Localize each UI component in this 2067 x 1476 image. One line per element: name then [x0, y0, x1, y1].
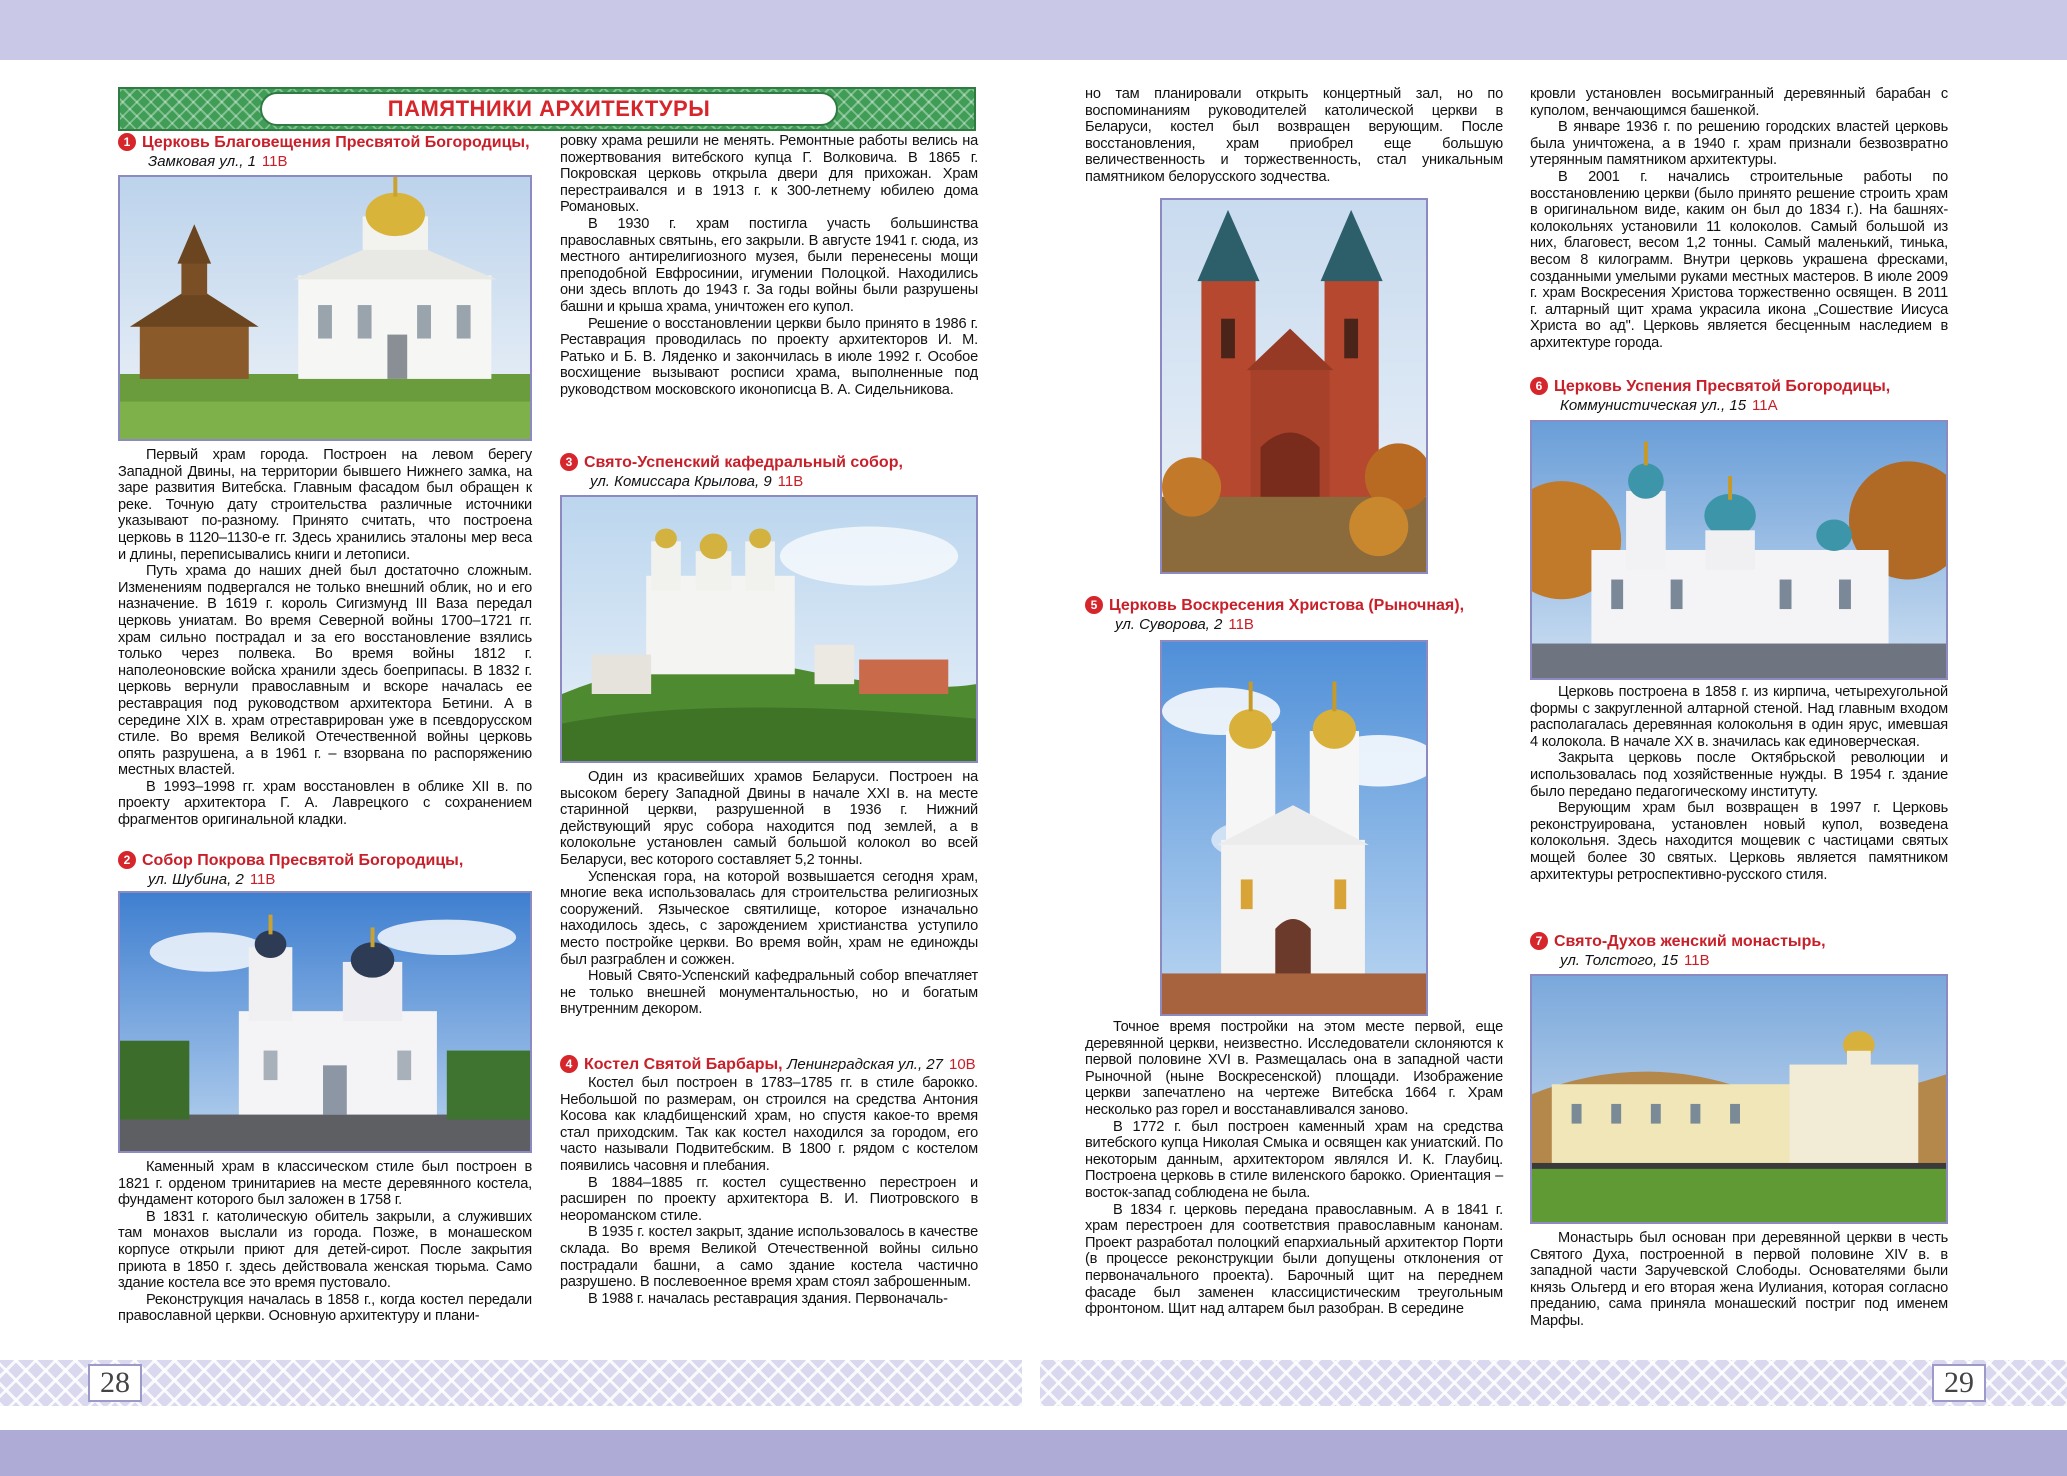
entry-title: Костел Святой Барбары, [584, 1056, 783, 1073]
bottom-ornament-left [0, 1360, 1022, 1406]
top-decor-band [0, 0, 2067, 60]
paragraph: В январе 1936 г. по решению городских властей церковь была уничтожена, а в 1940 г. храм признали безвозвратно утерянным памятником архитектуры. [1530, 119, 1948, 169]
entry-grid-ref: 11В [1684, 952, 1710, 969]
paragraph: Точное время постройки на этом месте первой, еще деревянной церкви, неизвестно. Исследователи склоняются к первой половине XVI в. Размещалась она в западной части Рыночной (ныне Воскресенской) площади. Изображение церкви запечатлено на чертеже Витебска 1664 г. Храм несколько раз горел и восстанавливался заново. [1085, 1019, 1503, 1118]
column-2-text-c [560, 1075, 978, 1307]
paragraph: В 1988 г. началась реставрация здания. Первоначаль- [588, 1290, 948, 1307]
bottom-decor-band [0, 1430, 2067, 1476]
paragraph: В 1935 г. костел закрыт, здание использовалось в качестве склада. Во время Великой Отечественной войны сильно пострадали башни, а само здание костела частично разрушено. В послевоенное время храм стоял заброшенным. [560, 1224, 978, 1291]
entry-4-heading [560, 1055, 976, 1074]
column-2-text-b [560, 769, 978, 1018]
entry-address: ул. Шубина, 2 [148, 871, 244, 888]
entry-grid-ref: 11В [1228, 616, 1254, 633]
entry-title: Церковь Успения Пресвятой Богородицы, [1554, 378, 1891, 395]
entry-address: Коммунистическая ул., 15 [1560, 397, 1747, 414]
entry-title: Собор Покрова Пресвятой Богородицы, [142, 852, 464, 869]
column-1-text-b [118, 1159, 532, 1325]
entry-title: Церковь Благовещения Пресвятой Богородицы, [142, 134, 530, 151]
entry-title: Свято-Духов женский монастырь, [1554, 933, 1826, 950]
entry-address: ул. Комиссара Крылова, 9 [590, 473, 772, 490]
paragraph: Первый храм города. Построен на левом берегу Западной Двины, на территории бывшего Нижнего замка, на заре развития Витебска. Главным фасадом был обращен к реке. Точную дату строительства различные источники указывают по-разному. Принято считать, что построена церковь в 1120–1130-е гг. Здесь хранились эталоны мер веса и длины, переписывались книги и летописи. [118, 447, 532, 563]
column-3-text-a [1085, 86, 1503, 186]
paragraph: В 2001 г. начались строительные работы по восстановлению церкви (было принято решение строить храм в оригинальном виде, каким он был до 1834 г.). На башнях-колокольнях установили 11 колоколов. Самый большой из них, благовест, весом 1,2 тонны. Самый маленький, тинька, весом 8 килограмм. Внутри церковь украшена фресками, созданными умелыми руками местных мастеров. В июле 2009 г. храм Воскресения Христова торжественно освящен. В 2011 г. алтарный щит храма украсила икона „Сошествие Иисуса Христа во ад". Церковь является бесценным наследием в архитектуре города. [1530, 168, 1948, 351]
entry-2-heading [118, 851, 463, 889]
column-3-text-b [1085, 1019, 1503, 1318]
paragraph: Решение о восстановлении церкви было принято в 1986 г. Реставрация проводилась по проекту архитекторов И. М. Ратько и Б. В. Ляденко и закончилась в июле 1992 г. Особое восхищение вызывают росписи храма, выполненные под руководством московского иконописца В. А. Сидельникова. [560, 315, 978, 398]
paragraph: В 1884–1885 гг. костел существенно перестроен и расширен по проекту архитектора В. И. Пиотровского в неороманском стиле. [560, 1174, 978, 1224]
paragraph: В 1772 г. был построен каменный храм на средства витебского купца Николая Смыка и освящен как униатский. По некоторым данным, архитектором являлся И. К. Глаубиц. Построена церковь в стиле виленского барокко. Ориентация – восток-запад соблюдена не была. [1085, 1118, 1503, 1201]
paragraph: ровку храма решили не менять. Ремонтные работы велись на пожертвования витебского купца Г. Волковича. В 1865 г. Покровская церковь открыла двери для прихожан. Храм перестраивался и в 1913 г. к 300-летнему юбилею дома Романовых. [560, 133, 978, 216]
entry-1-heading [118, 133, 530, 171]
paragraph: Один из красивейших храмов Беларуси. Построен на высоком берегу Западной Двины в начале XXI в. на месте старинной церкви, разрушенной в 1936 г. Нижний действующий ярус собора находится под землей, а в колокольне установлен самый большой колокол во всей Беларуси, вес которого составляет 5,2 тонны. [560, 769, 978, 868]
paragraph: В 1930 г. храм постигла участь большинства православных святынь, его закрыли. В августе 1941 г. сюда, из местного антирелигиозного музея, были перенесены мощи преподобной Евфросинии, игумении Полоцкой. Находились они здесь вплоть до 1943 г. За годы войны были разрушены башни и крыша храма, уничтожен его купол. [560, 215, 978, 315]
paragraph: Церковь построена в 1858 г. из кирпича, четырехугольной формы с закругленной алтарной стеной. Над главным входом располагалась деревянная колокольня в один ярус, имевшая 4 колокола. В начале XX в. значилась как единоверческая. [1530, 684, 1948, 750]
column-1-text-a [118, 447, 532, 829]
paragraph: кровли установлен восьмигранный деревянный барабан с куполом, венчающимся башенкой. [1530, 86, 1948, 119]
paragraph: Каменный храм в классическом стиле был построен в 1821 г. орденом тринитариев на месте деревянного костела, фундамент которого был заложен в 1758 г. [118, 1159, 532, 1209]
entry-6-heading [1530, 377, 1890, 415]
entry-title: Церковь Воскресения Христова (Рыночная), [1109, 597, 1465, 614]
bottom-ornament-right [1040, 1360, 2067, 1406]
entry-5-heading [1085, 596, 1464, 634]
paragraph: В 1993–1998 гг. храм восстановлен в облике XII в. по проекту архитектора Г. А. Лаврецкого с сохранением фрагментов оригинальной кладки. [118, 778, 532, 829]
paragraph: В 1834 г. церковь передана православным. А в 1841 г. храм перестроен для соответствия православным канонам. Проект разработал полоцкий епархиальный архитектор Порти (в процессе реконструкции были допущены отклонения от первоначального проекта). Барочный щит на переднем фасаде был заменен классицистическим треугольным фронтоном. Щит над алтарем был разобран. В середине [1085, 1201, 1503, 1318]
entry-address: Замковая ул., 1 [148, 153, 256, 170]
entry-grid-ref: 11В [249, 871, 276, 888]
entry-grid-ref: 11А [1752, 397, 1778, 414]
entry-grid-ref: 11В [261, 153, 288, 170]
paragraph: Путь храма до наших дней был достаточно сложным. Изменениям подвергался не только внешний облик, но и его назначение. В 1619 г. король Сигизмунд III Ваза передал церковь униатам. Во время Северной войны 1700–1721 гг. храм сильно пострадал и за его восстановление взялись только через полвека. Во время войны 1812 г. наполеоновские войска хранили здесь боеприпасы. В 1832 г. церковь вернули православным и вскоре началась ее реставрация под руководством архитектора Бетини. А в середине XIX в. храм отреставрирован уже в псевдорусском стиле. Во время Великой Отечественной войны церковь опять разрушена, а в 1961 г. – взорвана по распоряжению местных властей. [118, 563, 532, 779]
paragraph: Новый Свято-Успенский кафедральный собор впечатляет не только внешней монументальностью, но и богатым внутренним декором. [560, 968, 978, 1018]
entry-address: ул. Суворова, 2 [1115, 616, 1223, 633]
entry-3-heading [560, 453, 903, 491]
section-header-banner [118, 87, 976, 131]
column-2-text-a [560, 133, 978, 399]
entry-grid-ref: 10В [949, 1056, 976, 1073]
paragraph: Закрыта церковь после Октябрьской революции и использовалась под хозяйственные нужды. В 1954 г. здание было передано педагогическому институту. [1530, 750, 1948, 800]
paragraph: Костел был построен в 1783–1785 гг. в стиле барокко. Небольшой по размерам, он строился на средства Антония Косова как кладбищенский храм, но спустя какое-то время стал приходским. Так как костел находился за городом, его часто называли Подвитебским. В 1800 г. рядом с костелом появились часовня и плебания. [560, 1075, 978, 1174]
paragraph: Реконструкция началась в 1858 г., когда костел передали православной церкви. Основную архитектуру и плани- [118, 1291, 532, 1325]
paragraph: Успенская гора, на которой возвышается сегодня храм, многие века использовалась для строительства религиозных сооружений. Языческое святилище, которое изначально находилось здесь, с зарождением христианства уступило место постройке церкви. Во время войн, храм не единожды был разграблен и сожжен. [560, 868, 978, 968]
paragraph: Монастырь был основан при деревянной церкви в честь Святого Духа, построенной в первой половине XIV в. в западной части Заручевской Слободы. Основателями были князь Ольгерд и его вторая жена Иулиания, которая согласно преданию, сама приняла монашеский постриг под именем Марфы. [1530, 1230, 1948, 1329]
entry-number: 2 [118, 851, 136, 869]
entry-number: 1 [118, 133, 136, 151]
section-title: ПАМЯТНИКИ АРХИТЕКТУРЫ [260, 92, 838, 126]
resurrection-church-photo [1160, 640, 1428, 1016]
entry-number: 6 [1530, 377, 1548, 395]
page-number-left: 28 [88, 1364, 142, 1402]
column-4-text-c [1530, 1230, 1948, 1330]
entry-address: ул. Толстого, 15 [1560, 952, 1679, 969]
assumption-cathedral-photo [560, 495, 978, 763]
paragraph: Верующим храм был возвращен в 1997 г. Церковь реконструирована, установлен новый купол, возведена колокольня. Здесь находится мощевик с частицами святых мощей более 30 святых. Церковь является памятником архитектуры ретроспективно-русского стиля. [1530, 800, 1948, 883]
pokrov-cathedral-photo [118, 891, 532, 1153]
holy-spirit-convent-photo [1530, 974, 1948, 1224]
entry-address: Ленинградская ул., 27 [787, 1056, 943, 1073]
entry-number: 7 [1530, 932, 1548, 950]
entry-title: Свято-Успенский кафедральный собор, [584, 454, 903, 471]
entry-number: 5 [1085, 596, 1103, 614]
entry-grid-ref: 11В [777, 473, 804, 490]
entry-number: 3 [560, 453, 578, 471]
paragraph: В 1831 г. католическую обитель закрыли, а служивших там монахов выслали из города. Позже, в монашеском корпусе открыли приют для детей-сирот. После закрытия приюта в 1850 г. здесь действовала женская тюрьма. Само здание костела все это время пустовало. [118, 1208, 532, 1292]
column-4-text-a [1530, 86, 1948, 352]
st-barbara-church-photo [1160, 198, 1428, 574]
page-number-right: 29 [1932, 1364, 1986, 1402]
assumption-church-photo [1530, 420, 1948, 680]
entry-number: 4 [560, 1055, 578, 1073]
entry-7-heading [1530, 932, 1826, 970]
church-annunciation-photo [118, 175, 532, 441]
paragraph: но там планировали открыть концертный зал, но по воспоминаниям руководителей католической церкви в Беларуси, костел был возвращен верующим. После восстановления, храм приобрел еще большую величественность и торжественность, стал уникальным памятником белорусского зодчества. [1085, 86, 1503, 185]
column-4-text-b [1530, 684, 1948, 883]
